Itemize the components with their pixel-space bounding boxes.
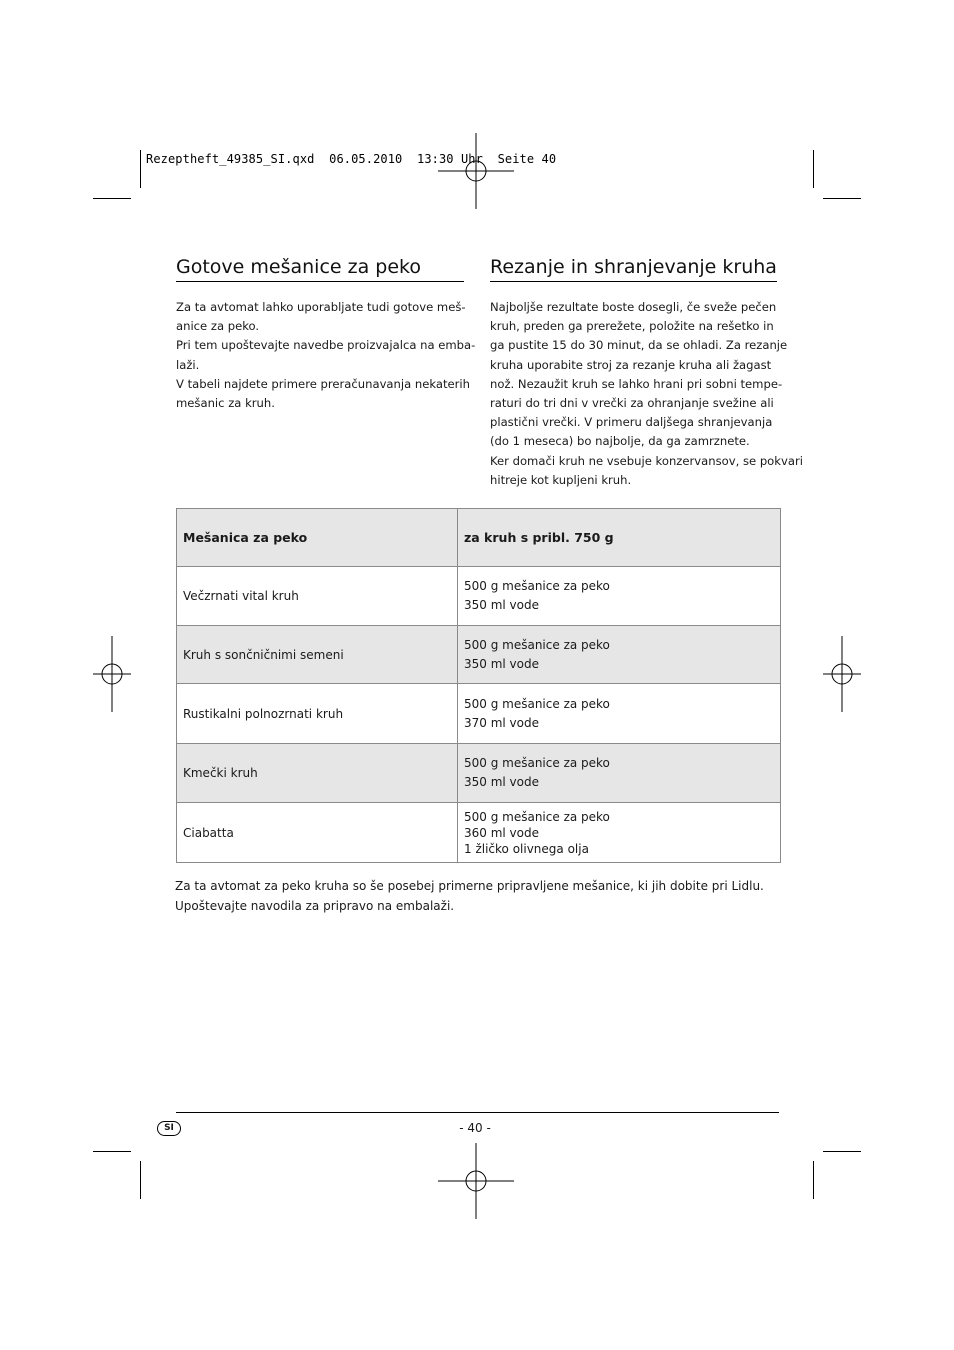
amount-line: 500 g mešanice za peko: [464, 579, 610, 593]
crop-mark: [93, 1151, 131, 1152]
registration-mark-icon: [823, 636, 899, 712]
amount-line: 360 ml vode: [464, 825, 539, 840]
paragraph-line: anice za peko.: [176, 319, 260, 334]
crop-mark: [823, 198, 861, 199]
amount-line: 350 ml vode: [464, 598, 539, 612]
paragraph-line: plastični vrečki. V primeru daljšega shranjevanja: [490, 415, 773, 430]
left-column: [176, 256, 476, 413]
table-header-cell: za kruh s pribl. 750 g: [458, 509, 781, 567]
table-cell-name: Ciabatta: [177, 803, 458, 863]
amount-line: 370 ml vode: [464, 715, 539, 730]
table-row: [177, 626, 781, 684]
paragraph-line: Pri tem upoštevajte navedbe proizvajalca na emba-: [176, 338, 476, 353]
paragraph-line: raturi do tri dni v vrečki za ohranjanje svežine ali: [490, 396, 774, 411]
table-cell-name: Rustikalni polnozrnati kruh: [177, 684, 458, 744]
note-line: Upoštevajte navodila za pripravo na embalaži.: [175, 899, 455, 913]
paragraph-line: kruh, preden ga prerežete, položite na rešetko in: [490, 319, 774, 334]
table-cell-amounts: [458, 803, 781, 863]
paragraph-line: Najboljše rezultate boste dosegli, če sveže pečen: [490, 300, 777, 314]
table-row: [177, 567, 781, 626]
amount-line: 500 g mešanice za peko: [464, 637, 610, 652]
table-row: [177, 684, 781, 744]
registration-mark-icon: [93, 636, 169, 712]
crop-mark: [813, 1161, 814, 1199]
amount-line: 500 g mešanice za peko: [464, 696, 610, 711]
registration-mark-icon: [438, 1143, 514, 1219]
paragraph-line: nož. Nezaužit kruh se lahko hrani pri sobni tempe-: [490, 376, 783, 391]
table-row: [177, 744, 781, 803]
paragraph-line: V tabeli najdete primere preračunavanja nekaterih: [176, 376, 471, 391]
crop-mark: [813, 150, 814, 188]
premix-table: [176, 508, 781, 863]
paragraph-line: hitreje kot kupljeni kruh.: [490, 472, 632, 487]
paragraph-line: kruha uporabite stroj za rezanje kruha ali žagast: [490, 357, 772, 372]
section-heading-slicing-storage: Rezanje in shranjevanje kruha: [490, 256, 777, 282]
table-row: [177, 803, 781, 863]
bottom-note: [175, 876, 764, 916]
page-number: - 40 -: [459, 1121, 491, 1135]
registration-mark-icon: [438, 133, 514, 209]
table-header-row: [177, 509, 781, 567]
table-cell-name: Večzrnati vital kruh: [177, 567, 458, 626]
paragraph-line: mešanic za kruh.: [176, 396, 275, 411]
paragraph-line: (do 1 meseca) bo najbolje, da ga zamrznete.: [490, 434, 750, 449]
table-cell-name: Kmečki kruh: [177, 744, 458, 803]
print-slug: Rezeptheft_49385_SI.qxd 06.05.2010 13:30 Uhr Seite 40: [146, 152, 557, 166]
table-cell-name: Kruh s sončničnimi semeni: [177, 626, 458, 684]
crop-mark: [140, 1161, 141, 1199]
table-cell-amounts: [458, 626, 781, 684]
amount-line: 350 ml vode: [464, 656, 539, 671]
table-header-cell: Mešanica za peko: [177, 509, 458, 567]
crop-mark: [823, 1151, 861, 1152]
paragraph-line: ga pustite 15 do 30 minut, da se ohladi. Za rezanje: [490, 338, 788, 353]
table-cell-amounts: [458, 684, 781, 744]
amount-line: 350 ml vode: [464, 775, 539, 789]
language-badge: SI: [157, 1121, 181, 1136]
paragraph-line: Ker domači kruh ne vsebuje konzervansov, se pokvari: [490, 453, 803, 468]
section-heading-premixes: Gotove mešanice za peko: [176, 256, 464, 282]
amount-line: 500 g mešanice za peko: [464, 809, 610, 824]
amount-line: 1 žličko olivnega olja: [464, 841, 589, 856]
table-cell-amounts: [458, 744, 781, 803]
crop-mark: [140, 150, 141, 188]
table-cell-amounts: [458, 567, 781, 626]
amount-line: 500 g mešanice za peko: [464, 756, 610, 770]
paragraph-line: Za ta avtomat lahko uporabljate tudi gotove meš-: [176, 300, 466, 314]
note-line: Za ta avtomat za peko kruha so še posebej primerne pripravljene mešanice, ki jih dobite pri Lidlu.: [175, 879, 764, 893]
footer-rule: [176, 1112, 779, 1113]
paragraph-line: laži.: [176, 357, 200, 372]
crop-mark: [93, 198, 131, 199]
right-column: [490, 256, 803, 490]
